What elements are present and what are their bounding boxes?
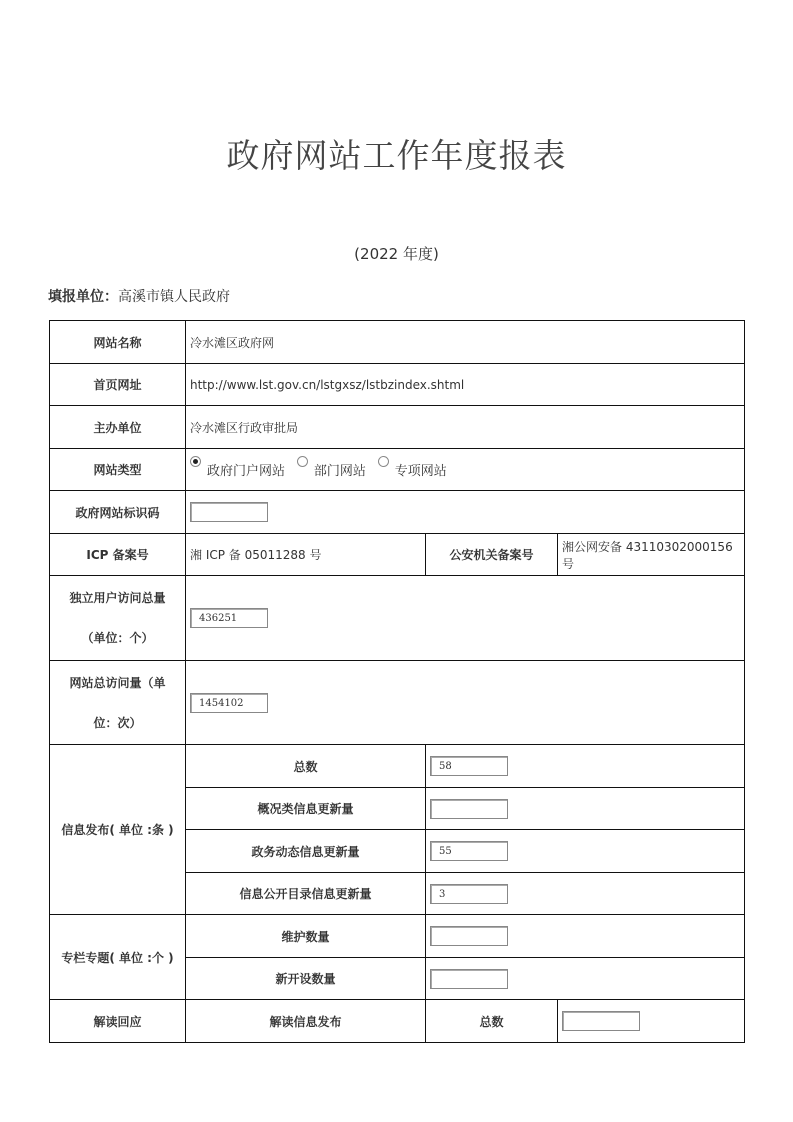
- radio-special-site-label: 专项网站: [394, 464, 447, 479]
- home-url-value: http://www.lst.gov.cn/lstgxsz/lstbzindex.shtml: [186, 364, 745, 406]
- site-name-label: 网站名称: [50, 321, 186, 364]
- unique-visitors-label: [50, 576, 186, 661]
- row-interpret: [50, 1000, 745, 1043]
- site-type-options: [186, 449, 745, 491]
- unique-visitors-label-line2: （单位：个）: [81, 631, 154, 645]
- filing-unit-label: 填报单位：: [48, 289, 118, 305]
- site-type-label: 网站类型: [50, 449, 186, 491]
- row-icp: [50, 534, 745, 576]
- interpret-total-field[interactable]: [562, 1011, 640, 1031]
- radio-department-site[interactable]: [297, 456, 308, 467]
- columns-new-label: 新开设数量: [186, 958, 426, 1000]
- columns-new-field[interactable]: [430, 969, 508, 989]
- report-year: (2022 年度): [354, 245, 439, 263]
- interpret-total-label: 总数: [426, 1000, 558, 1043]
- columns-maintain-field[interactable]: [430, 926, 508, 946]
- police-record-label: 公安机关备案号: [426, 534, 558, 576]
- info-catalog-field[interactable]: 3: [430, 884, 508, 904]
- info-total-label: 总数: [186, 745, 426, 788]
- total-visits-field[interactable]: 1454102: [190, 693, 268, 713]
- sponsor-value: 冷水滩区行政审批局: [186, 406, 745, 449]
- row-gov-id: [50, 491, 745, 534]
- interpret-label: 解读回应: [50, 1000, 186, 1043]
- radio-department-site-label: 部门网站: [313, 464, 366, 479]
- sponsor-label: 主办单位: [50, 406, 186, 449]
- unique-visitors-field[interactable]: 436251: [190, 608, 268, 628]
- info-publish-label: 信息发布( 单位 :条 ): [50, 745, 186, 915]
- info-news-field[interactable]: 55: [430, 841, 508, 861]
- info-total-field[interactable]: 58: [430, 756, 508, 776]
- row-info-total: [50, 745, 745, 788]
- gov-id-field[interactable]: [190, 502, 268, 522]
- icp-label: ICP 备案号: [50, 534, 186, 576]
- icp-value: 湘 ICP 备 05011288 号: [186, 534, 426, 576]
- police-record-value: 湘公网安备 43110302000156 号: [558, 534, 745, 576]
- filing-unit: [48, 286, 230, 306]
- radio-portal-site-label: 政府门户网站: [207, 464, 286, 479]
- columns-maintain-label: 维护数量: [186, 915, 426, 958]
- info-overview-label: 概况类信息更新量: [186, 788, 426, 830]
- row-unique-visitors: [50, 576, 745, 661]
- total-visits-label-line1: 网站总访问量（单: [69, 675, 166, 690]
- home-url-label: 首页网址: [50, 364, 186, 406]
- info-overview-field[interactable]: [430, 799, 508, 819]
- row-sponsor: [50, 406, 745, 449]
- gov-id-label: 政府网站标识码: [50, 491, 186, 534]
- row-site-name: [50, 321, 745, 364]
- total-visits-label-line2: 位：次）: [93, 715, 142, 730]
- interpret-sub-label: 解读信息发布: [186, 1000, 426, 1043]
- info-news-label: 政务动态信息更新量: [186, 830, 426, 873]
- filing-unit-value: 高溪市镇人民政府: [118, 289, 230, 305]
- radio-portal-site[interactable]: [190, 456, 201, 467]
- columns-label: 专栏专题( 单位 :个 ): [50, 915, 186, 1000]
- page-title: 政府网站工作年度报表: [226, 136, 567, 175]
- row-total-visits: [50, 661, 745, 745]
- row-columns-maintain: [50, 915, 745, 958]
- row-home-url: [50, 364, 745, 406]
- total-visits-label: [50, 661, 186, 745]
- report-table: [49, 320, 745, 1043]
- info-catalog-label: 信息公开目录信息更新量: [186, 873, 426, 915]
- unique-visitors-label-line1: 独立用户访问总量: [69, 591, 166, 605]
- site-name-value: 冷水滩区政府网: [186, 321, 745, 364]
- row-site-type: [50, 449, 745, 491]
- radio-special-site[interactable]: [378, 456, 389, 467]
